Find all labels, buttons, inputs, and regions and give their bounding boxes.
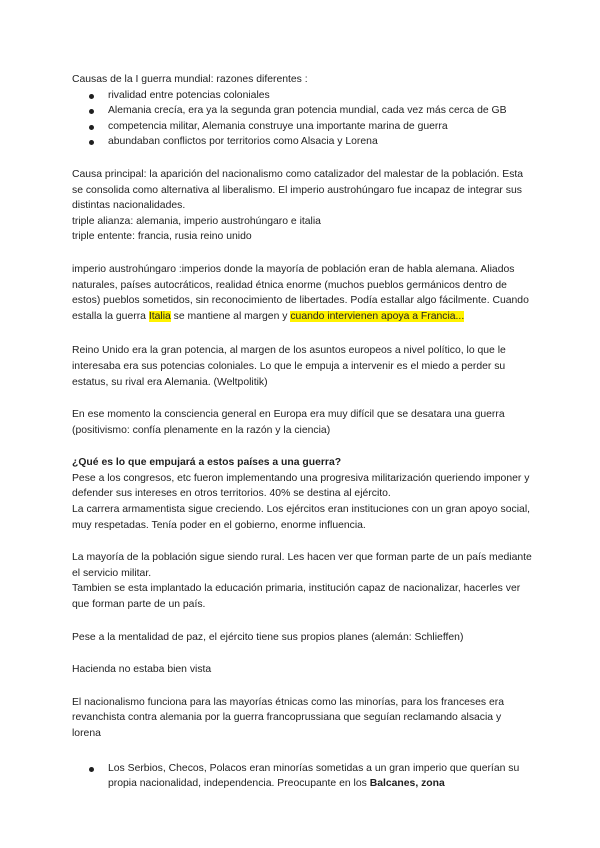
rural-paragraph: La mayoría de la población sigue siendo rural. Les hacen ver que forman parte de un país mediante el servicio militar. <box>72 552 532 579</box>
triple-entente-line: triple entente: francia, rusia reino unido <box>72 231 252 243</box>
highlight-francia: cuando intervienen apoya a Francia... <box>290 310 465 322</box>
hacienda-paragraph: Hacienda no estaba bien vista <box>72 664 212 676</box>
highlight-italia: Italia <box>148 310 171 322</box>
document-page <box>72 72 532 792</box>
imperio-text-before: imperio austrohúngaro :imperios donde la mayoría de población eran de habla alemana. Aliados naturales, países autocráticos, realidad étnica enorme (muchos pueblos germánicos dentro de estos) pueblos sometidos, sin reconocimiento de libertades. Podía estallar algo fácilmente. Cuando estalla la guerra <box>72 263 529 322</box>
imperio-paragraph <box>72 262 532 324</box>
list-item: competencia militar, Alemania construye una importante marina de guerra <box>87 119 532 135</box>
minorias-list <box>72 761 532 792</box>
nacionalismo-paragraph: El nacionalismo funciona para las mayorías étnicas como las minorías, para los franceses era revanchista contra alemania por la guerra francoprussiana que seguían reclamando alsacia y lorena <box>72 696 504 739</box>
list-item <box>87 761 532 792</box>
educacion-paragraph: Tambien se esta implantado la educación primaria, institución capaz de nacionalizar, hacerles ver que forman parte de un país. <box>72 583 521 611</box>
imperio-text-middle: se mantiene al margen y <box>170 310 291 322</box>
minorias-text: Los Serbios, Checos, Polacos eran minorías sometidas a un gran imperio que querían su propia nacionalidad, independencia. Preocupante en los <box>108 762 520 790</box>
triple-alianza-line: triple alianza: alemania, imperio austrohúngaro e italia <box>72 215 321 227</box>
causas-list <box>72 88 532 150</box>
consciencia-paragraph: En ese momento la consciencia general en Europa era muy difícil que se desatara una guerra (positivismo: confía plenamente en la razón y la ciencia) <box>72 409 505 436</box>
causa-principal-paragraph: Causa principal: la aparición del nacionalismo como catalizador del malestar de la población. Esta se consolida como alternativa al liberalismo. El imperio austrohúngaro fue incapaz de integrar sus distintas nacionalidades. <box>72 168 524 212</box>
list-item: Alemania crecía, era ya la segunda gran potencia mundial, cada vez más cerca de GB <box>87 103 532 119</box>
mentalidad-paragraph: Pese a la mentalidad de paz, el ejército tiene sus propios planes (alemán: Schlieffen) <box>72 631 464 643</box>
reino-unido-paragraph: Reino Unido era la gran potencia, al margen de los asuntos europeos a nivel político, lo que le interesaba era sus potencias coloniales. Lo que le empuja a intervenir es el miedo a perder su estatus, su rival era Alemania. (Weltpolitik) <box>72 345 506 388</box>
causas-heading: Causas de la I guerra mundial: razones diferentes : <box>72 74 308 85</box>
carrera-armamentista-paragraph: La carrera armamentista sigue creciendo. Los ejércitos eran instituciones con un gran apoyo social, muy respetadas. Tenía poder en el gobierno, enorme influencia. <box>72 504 531 531</box>
minorias-bold-text: Balcanes, zona <box>369 778 445 790</box>
list-item: abundaban conflictos por territorios como Alsacia y Lorena <box>87 134 532 150</box>
militarizacion-paragraph: Pese a los congresos, etc fueron implementando una progresiva militarización queriendo imponer y defender sus intereses en otros territorios. 40% se destina al ejército. <box>72 472 530 500</box>
question-heading: ¿Qué es lo que empujará a estos países a una guerra? <box>72 457 342 469</box>
list-item: rivalidad entre potencias coloniales <box>87 88 532 104</box>
